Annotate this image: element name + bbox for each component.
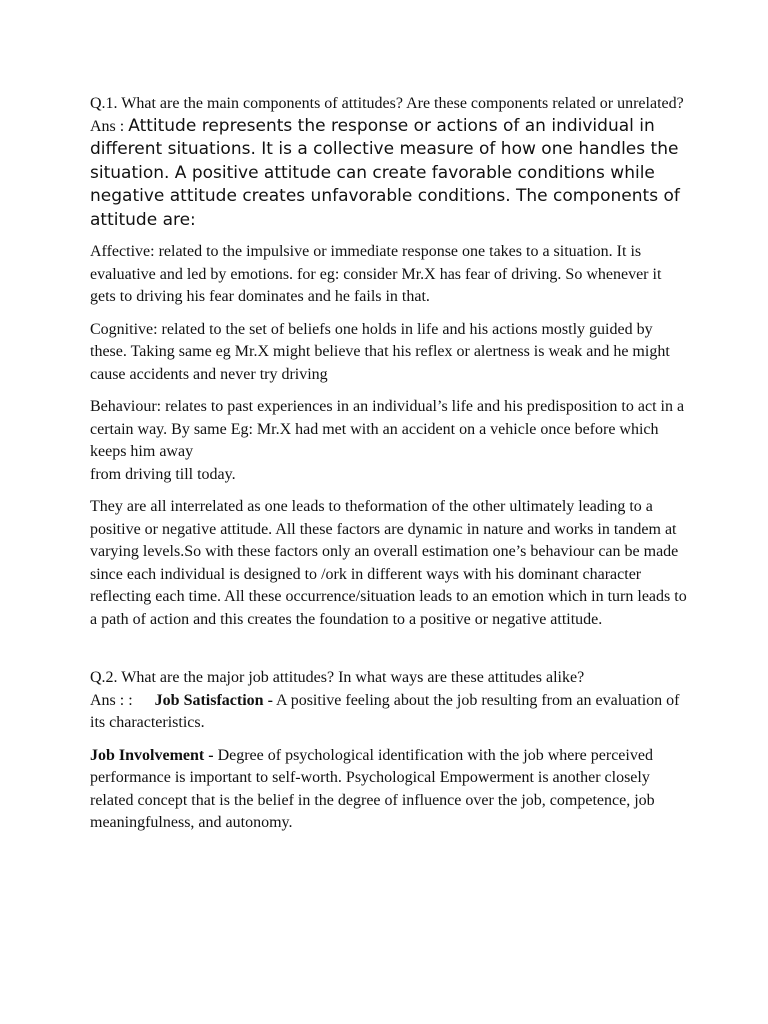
q2-answer [90,690,690,735]
job-involvement-text: Degree of psychological identification with the job where perceived performance is important to self-worth. Psychological Empowerment is another closely related concept that is the belief in the degree of influence over the job, competence, job meaningfulness, and autonomy. [90,746,655,831]
job-involvement-paragraph [90,745,690,835]
q2-answer-label: Ans : : [90,691,137,709]
cognitive-paragraph: Cognitive: related to the set of beliefs one holds in life and his actions mostly guided by these. Taking same eg Mr.X might believe that his reflex or alertness is weak and he might cause accidents and never try driving [90,320,670,383]
interrelated-tail: /ork in different ways with his dominant character reflecting each time. All these occurrence/situation leads to an emotion which in turn leads to a path of action and this creates the foundation to a positive or negative attitude. [90,565,687,628]
q1-answer-label: Ans : [90,117,129,135]
document-page [90,93,690,835]
q2-question: Q.2. What are the major job attitudes? In what ways are these attitudes alike? [90,669,585,686]
job-involvement-term: Job Involvement - [90,746,214,764]
q1-answer [90,115,690,233]
job-satisfaction-term: Job Satisfaction - [154,691,273,709]
q1-question: Q.1. What are the main components of attitudes? Are these components related or unrelated? [90,95,684,112]
behaviour-line-1: Behaviour: relates to past experiences in an individual’s life and his predisposition to act in a certain way. By same Eg: Mr.X had met with an accident on a vehicle once before which keeps him away [90,398,685,460]
affective-paragraph: Affective: related to the impulsive or immediate response one takes to a situation. It is evaluative and led by emotions. for eg: consider Mr.X has fear of driving. So whenever it gets to driving his fear dominates and he fails in that. [90,243,662,305]
interrelated-paragraph [90,496,690,631]
interrelated-text: They are all interrelated as one leads to theformation of the other ultimately leading to a positive or negative attitude. All these factors are dynamic in nature and works in tandem at varying levels.So with these factors only an overall estimation one’s behaviour can be made since each individual is designed to [90,498,679,583]
behaviour-line-2: from driving till today. [90,465,236,483]
q1-answer-text: Attitude represents the response or actions of an individual in different situations. It is a collective measure of how one handles the situation. A positive attitude can create favorable conditions while negative attitude creates unfavorable conditions. The components of attitude are: [90,115,680,230]
job-satisfaction-text: A positive feeling about the job resulting from an evaluation of its characteristics. [90,691,680,731]
behaviour-paragraph [90,396,690,486]
